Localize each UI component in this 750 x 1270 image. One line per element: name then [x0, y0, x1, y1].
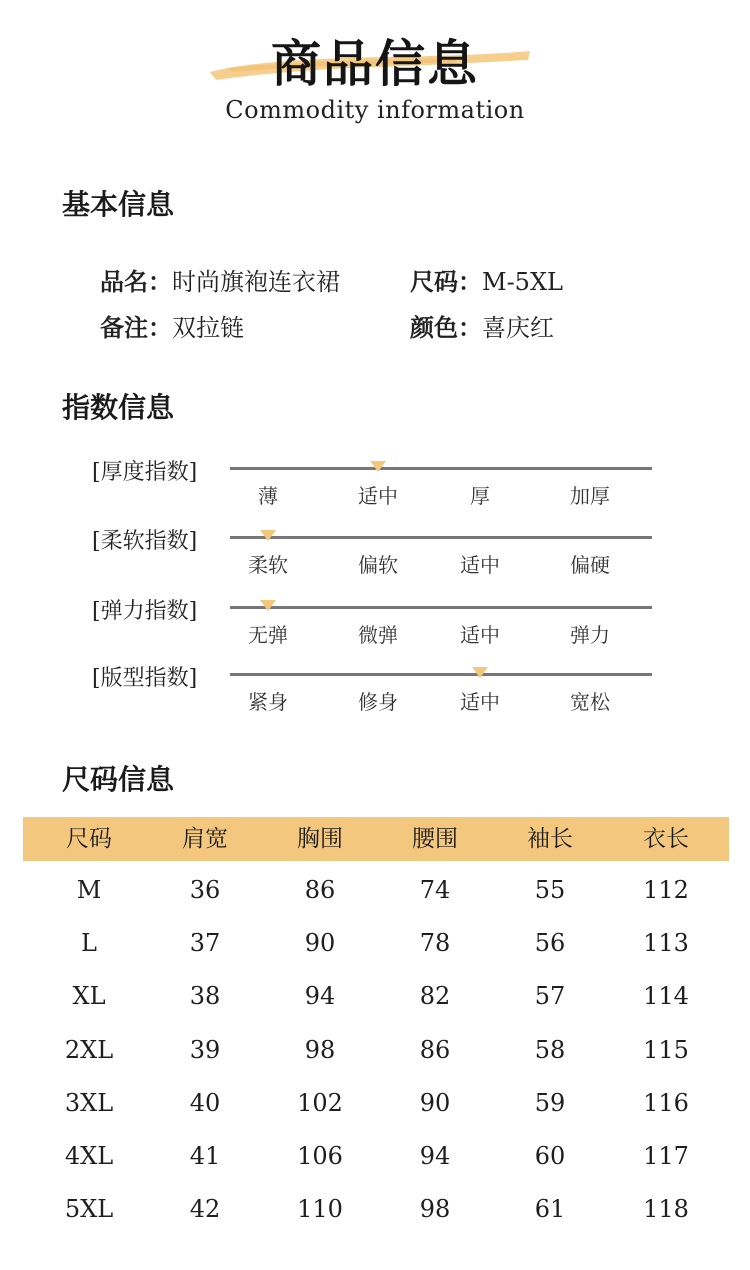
table-cell: XL — [72, 982, 106, 1011]
table-header-cell: 袖长 — [527, 826, 573, 852]
table-cell: 90 — [419, 1088, 451, 1117]
table-header-cell: 腰围 — [412, 826, 458, 852]
table-cell: 114 — [643, 982, 689, 1011]
index-option: 紧身 — [248, 690, 288, 714]
index-option: 适中 — [460, 690, 500, 714]
index-label: [弹力指数] — [92, 599, 198, 624]
table-cell: 115 — [643, 1035, 689, 1064]
index-marker-icon — [472, 667, 488, 678]
index-option: 柔软 — [248, 553, 288, 577]
index-option: 宽松 — [570, 690, 610, 714]
table-cell: 117 — [643, 1142, 689, 1170]
index-scale-line — [230, 673, 652, 676]
table-cell: 113 — [643, 929, 689, 958]
table-cell: 56 — [534, 929, 566, 958]
table-cell: 116 — [643, 1088, 689, 1117]
table-cell: 112 — [643, 876, 689, 904]
index-option: 修身 — [358, 690, 398, 714]
table-cell: 55 — [534, 876, 566, 904]
index-option: 适中 — [358, 484, 398, 508]
index-option: 薄 — [258, 484, 278, 508]
table-cell: L — [81, 929, 97, 958]
field-product-name — [100, 262, 340, 297]
index-option: 加厚 — [570, 484, 610, 508]
field-label: 品名： — [100, 267, 172, 296]
table-cell: 106 — [297, 1142, 343, 1170]
table-cell: 4XL — [64, 1142, 114, 1170]
table-cell: 5XL — [64, 1195, 114, 1224]
index-scale-line — [230, 467, 652, 470]
table-cell: 94 — [304, 982, 336, 1011]
field-remark — [100, 308, 244, 343]
size-table-header — [23, 817, 729, 861]
size-info-title: 尺码信息 — [62, 763, 175, 796]
index-info-title: 指数信息 — [62, 391, 175, 424]
table-header-cell: 肩宽 — [182, 826, 228, 852]
table-cell: 40 — [189, 1088, 221, 1117]
table-cell: 36 — [189, 876, 221, 904]
table-cell: 58 — [534, 1035, 566, 1064]
field-label: 备注： — [100, 313, 172, 342]
table-cell: 3XL — [64, 1088, 114, 1117]
field-label: 颜色： — [410, 313, 482, 342]
table-cell: 60 — [534, 1142, 566, 1170]
table-cell: 78 — [419, 929, 451, 958]
page-subtitle: Commodity information — [225, 96, 525, 124]
table-cell: 61 — [534, 1195, 566, 1224]
index-scale-line — [230, 606, 652, 609]
field-value: 时尚旗袍连衣裙 — [172, 268, 340, 296]
table-header-cell: 尺码 — [66, 826, 112, 852]
index-label: [柔软指数] — [92, 529, 198, 554]
table-cell: 38 — [189, 982, 221, 1011]
table-cell: 110 — [297, 1195, 343, 1224]
table-cell: 94 — [419, 1142, 451, 1170]
index-option: 弹力 — [570, 623, 610, 647]
field-value: 双拉链 — [172, 314, 244, 342]
table-cell: 86 — [304, 876, 336, 904]
index-scale-line — [230, 536, 652, 539]
table-cell: 86 — [419, 1035, 451, 1064]
table-cell: 39 — [189, 1035, 221, 1064]
table-cell: 98 — [304, 1035, 336, 1064]
index-option: 厚 — [470, 484, 490, 508]
index-label: [版型指数] — [92, 666, 198, 691]
index-option: 适中 — [460, 623, 500, 647]
table-cell: 90 — [304, 929, 336, 958]
table-cell: M — [76, 876, 102, 904]
field-color — [410, 308, 554, 343]
basic-info-title: 基本信息 — [62, 188, 175, 221]
table-header-cell: 衣长 — [643, 826, 689, 852]
table-cell: 74 — [419, 876, 451, 904]
table-cell: 2XL — [64, 1035, 114, 1064]
table-cell: 118 — [643, 1195, 689, 1224]
table-cell: 42 — [189, 1195, 221, 1224]
index-marker-icon — [260, 600, 276, 611]
index-option: 适中 — [460, 553, 500, 577]
table-cell: 41 — [189, 1142, 221, 1170]
table-cell: 57 — [534, 982, 566, 1011]
field-value: 喜庆红 — [482, 314, 554, 342]
table-cell: 82 — [419, 982, 451, 1011]
field-size — [410, 262, 563, 297]
index-marker-icon — [370, 461, 386, 472]
index-option: 偏软 — [358, 553, 398, 577]
index-marker-icon — [260, 530, 276, 541]
index-option: 偏硬 — [570, 553, 610, 577]
table-cell: 59 — [534, 1088, 566, 1117]
index-label: [厚度指数] — [92, 460, 198, 485]
field-label: 尺码： — [410, 267, 482, 296]
page-title: 商品信息 — [271, 34, 479, 93]
field-value: M-5XL — [482, 268, 563, 296]
table-cell: 102 — [297, 1088, 343, 1117]
index-option: 无弹 — [248, 623, 288, 647]
table-header-cell: 胸围 — [297, 826, 343, 852]
table-cell: 37 — [189, 929, 221, 958]
table-cell: 98 — [419, 1195, 451, 1224]
index-option: 微弹 — [358, 623, 398, 647]
